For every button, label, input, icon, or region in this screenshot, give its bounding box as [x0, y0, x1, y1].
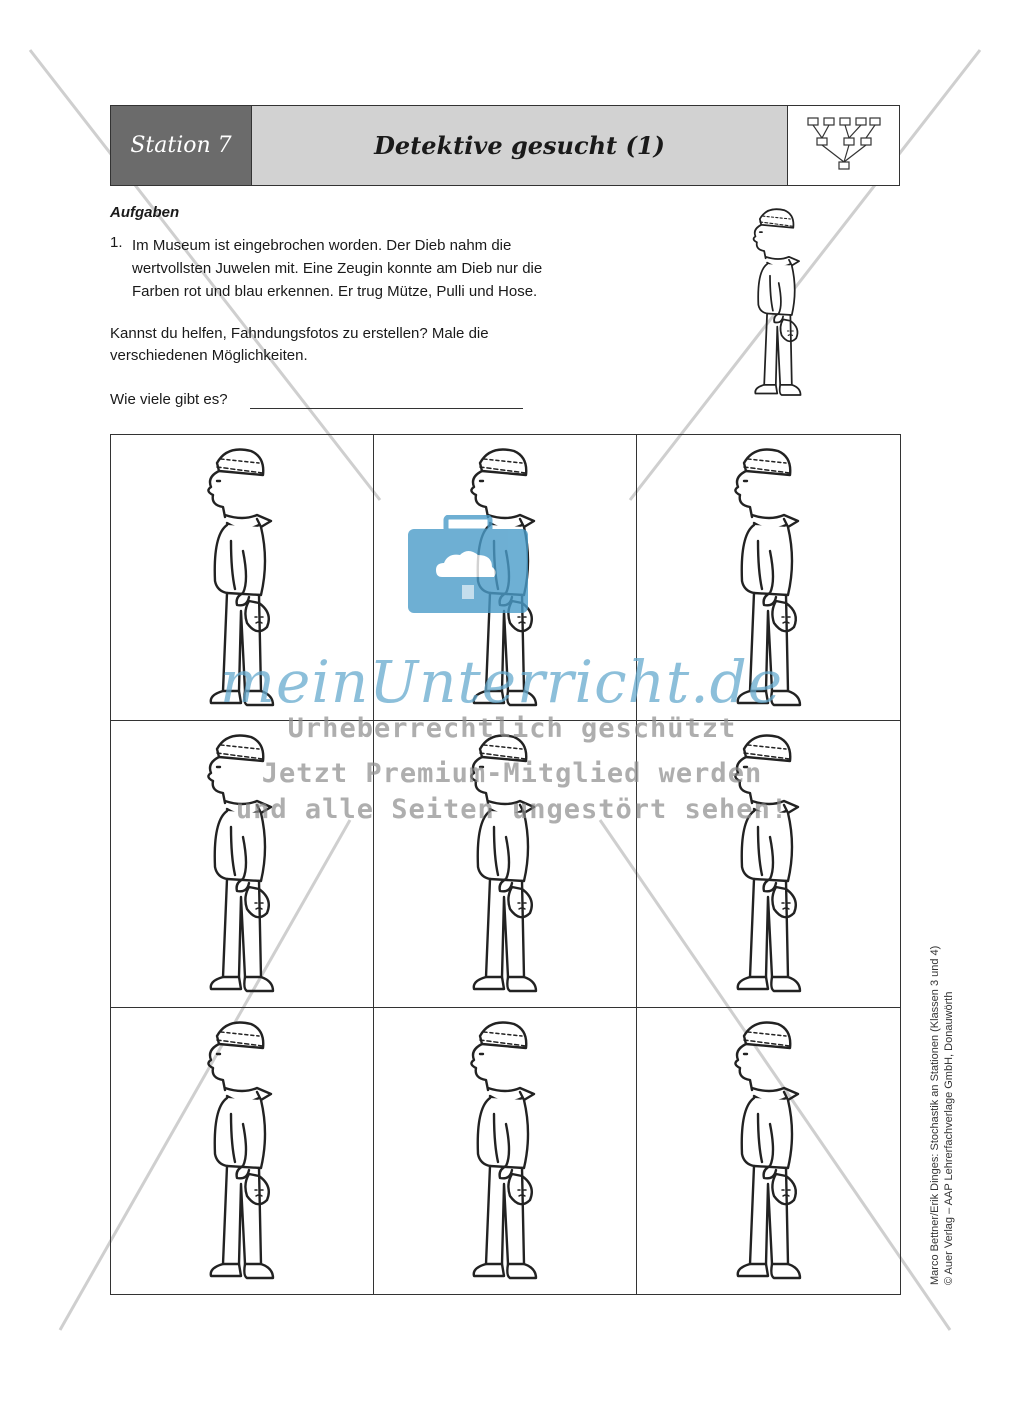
watermark-brand: meinUnterricht.de — [220, 648, 784, 716]
watermark-text-line: Urheberrechtlich geschützt — [287, 713, 737, 744]
watermark-text-line: und alle Seiten ungestört sehen! — [235, 794, 789, 825]
thief-figure-icon — [714, 1014, 824, 1289]
task-text-line: Farben rot und blau erkennen. Er trug Mütze, Pulli und Hose. — [132, 283, 538, 300]
figure-cell[interactable] — [374, 1008, 637, 1294]
thief-figure-icon — [450, 1014, 560, 1289]
copyright-credit — [928, 925, 956, 1285]
credit-line: Marco Bettner/Erik Dinges: Stochastik an Stationen (Klassen 3 und 4) — [929, 945, 941, 1285]
task-text-line: wertvollsten Juwelen mit. Eine Zeugin konnte am Dieb nur die — [132, 260, 543, 277]
task-number: 1. — [110, 234, 123, 251]
thief-figure-icon — [738, 203, 818, 403]
credit-line: © Auer Verlag – AAP Lehrerfachverlage GmbH, Donauwörth — [943, 991, 955, 1285]
page-title: Detektive gesucht (1) — [252, 106, 788, 185]
thief-figure-icon — [187, 1014, 297, 1289]
question-text-line: verschiedenen Möglichkeiten. — [110, 347, 308, 364]
figure-cell[interactable] — [111, 1008, 374, 1294]
question-text-line: Kannst du helfen, Fahndungsfotos zu erstellen? Male die — [110, 325, 489, 342]
answer-label: Wie viele gibt es? — [110, 391, 228, 408]
task-heading: Aufgaben — [110, 204, 180, 221]
watermark-text-line: Jetzt Premium-Mitglied werden — [261, 758, 763, 789]
figure-cell[interactable] — [637, 1008, 900, 1294]
briefcase-cloud-icon — [406, 515, 530, 615]
task-text-line: Im Museum ist eingebrochen worden. Der Dieb nahm die — [132, 237, 512, 254]
station-label: Station 7 — [111, 106, 252, 185]
station-header — [110, 105, 900, 186]
tree-diagram-icon — [788, 106, 899, 185]
answer-field[interactable] — [250, 408, 523, 409]
